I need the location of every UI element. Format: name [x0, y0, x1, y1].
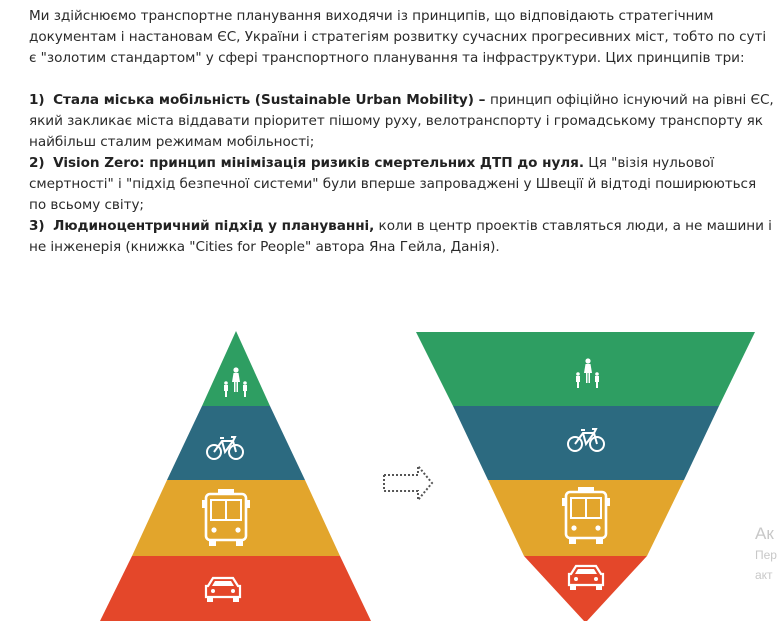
inverted-bus-level — [488, 480, 684, 556]
pyramid — [100, 331, 371, 621]
intro-paragraph: Ми здійснюємо транспортне планування виходячи із принципів, що відповідають стратегічним документам і настановам ЄС, України і стратегіям розвитку сучасних прогресивних міст, тобто по суті є "золотим стандартом" у сфері транспортного планування та інфраструктури. Цих принципів три: — [29, 8, 767, 66]
watermark-line-1: Ак — [755, 524, 774, 543]
inverted-pedestrian-level — [416, 332, 755, 406]
principle-3-number: 3) — [29, 218, 45, 234]
activation-watermark — [755, 523, 777, 585]
principle-3-body: коли в центр проектів ставляться люди, а не машини і не інженерія (книжка "Cities for People" автора Яна Гейла, Данія). — [29, 218, 772, 255]
bicycle-icon — [207, 437, 243, 459]
pyramid-bus-level — [132, 480, 340, 556]
article-text — [29, 6, 775, 258]
principle-1-dash: – — [473, 92, 491, 108]
bicycle-icon — [568, 429, 604, 451]
inverted-pyramid — [416, 332, 755, 621]
principle-3-title: Людиноцентричний підхід у плануванні, — [53, 218, 375, 234]
principle-2-title: Vision Zero: принцип мінімізація ризиків смертельних ДТП до нуля. — [53, 155, 584, 171]
car-icon — [206, 578, 240, 602]
principle-2-number: 2) — [29, 155, 45, 171]
watermark-line-3: акт — [755, 568, 773, 582]
pyramid-pedestrian-level — [202, 331, 270, 406]
paragraph-gap — [29, 69, 775, 90]
inverted-bicycle-level — [453, 406, 719, 480]
pyramid-car-level — [100, 556, 371, 621]
principle-1-title: Стала міська мобільність (Sustainable Urban Mobility) — [53, 92, 474, 108]
principle-3 — [29, 216, 775, 258]
bus-icon — [202, 489, 250, 546]
car-icon — [569, 566, 603, 590]
principle-2 — [29, 153, 775, 216]
principle-2-body: Ця "візія нульової смертності" і "підхід безпечної системи" були вперше запроваджені у Швеції й відтоді поширюються по всьому світу; — [29, 155, 757, 213]
principle-1-number: 1) — [29, 92, 45, 108]
watermark-line-2: Пер — [755, 548, 777, 562]
bus-icon — [562, 487, 610, 544]
transition-arrow-icon — [384, 466, 432, 500]
principle-1 — [29, 90, 775, 153]
pyramid-bicycle-level — [167, 406, 305, 480]
principle-1-body: принцип офіційно існуючий на рівні ЄС, який закликає міста віддавати пріоритет пішому руху, велотранспорту і громадському транспорту як найбільш сталим режимам мобільності; — [29, 92, 774, 150]
pedestrian-icon — [576, 358, 599, 388]
inverted-car-level — [524, 556, 647, 621]
pedestrian-icon — [224, 367, 247, 397]
